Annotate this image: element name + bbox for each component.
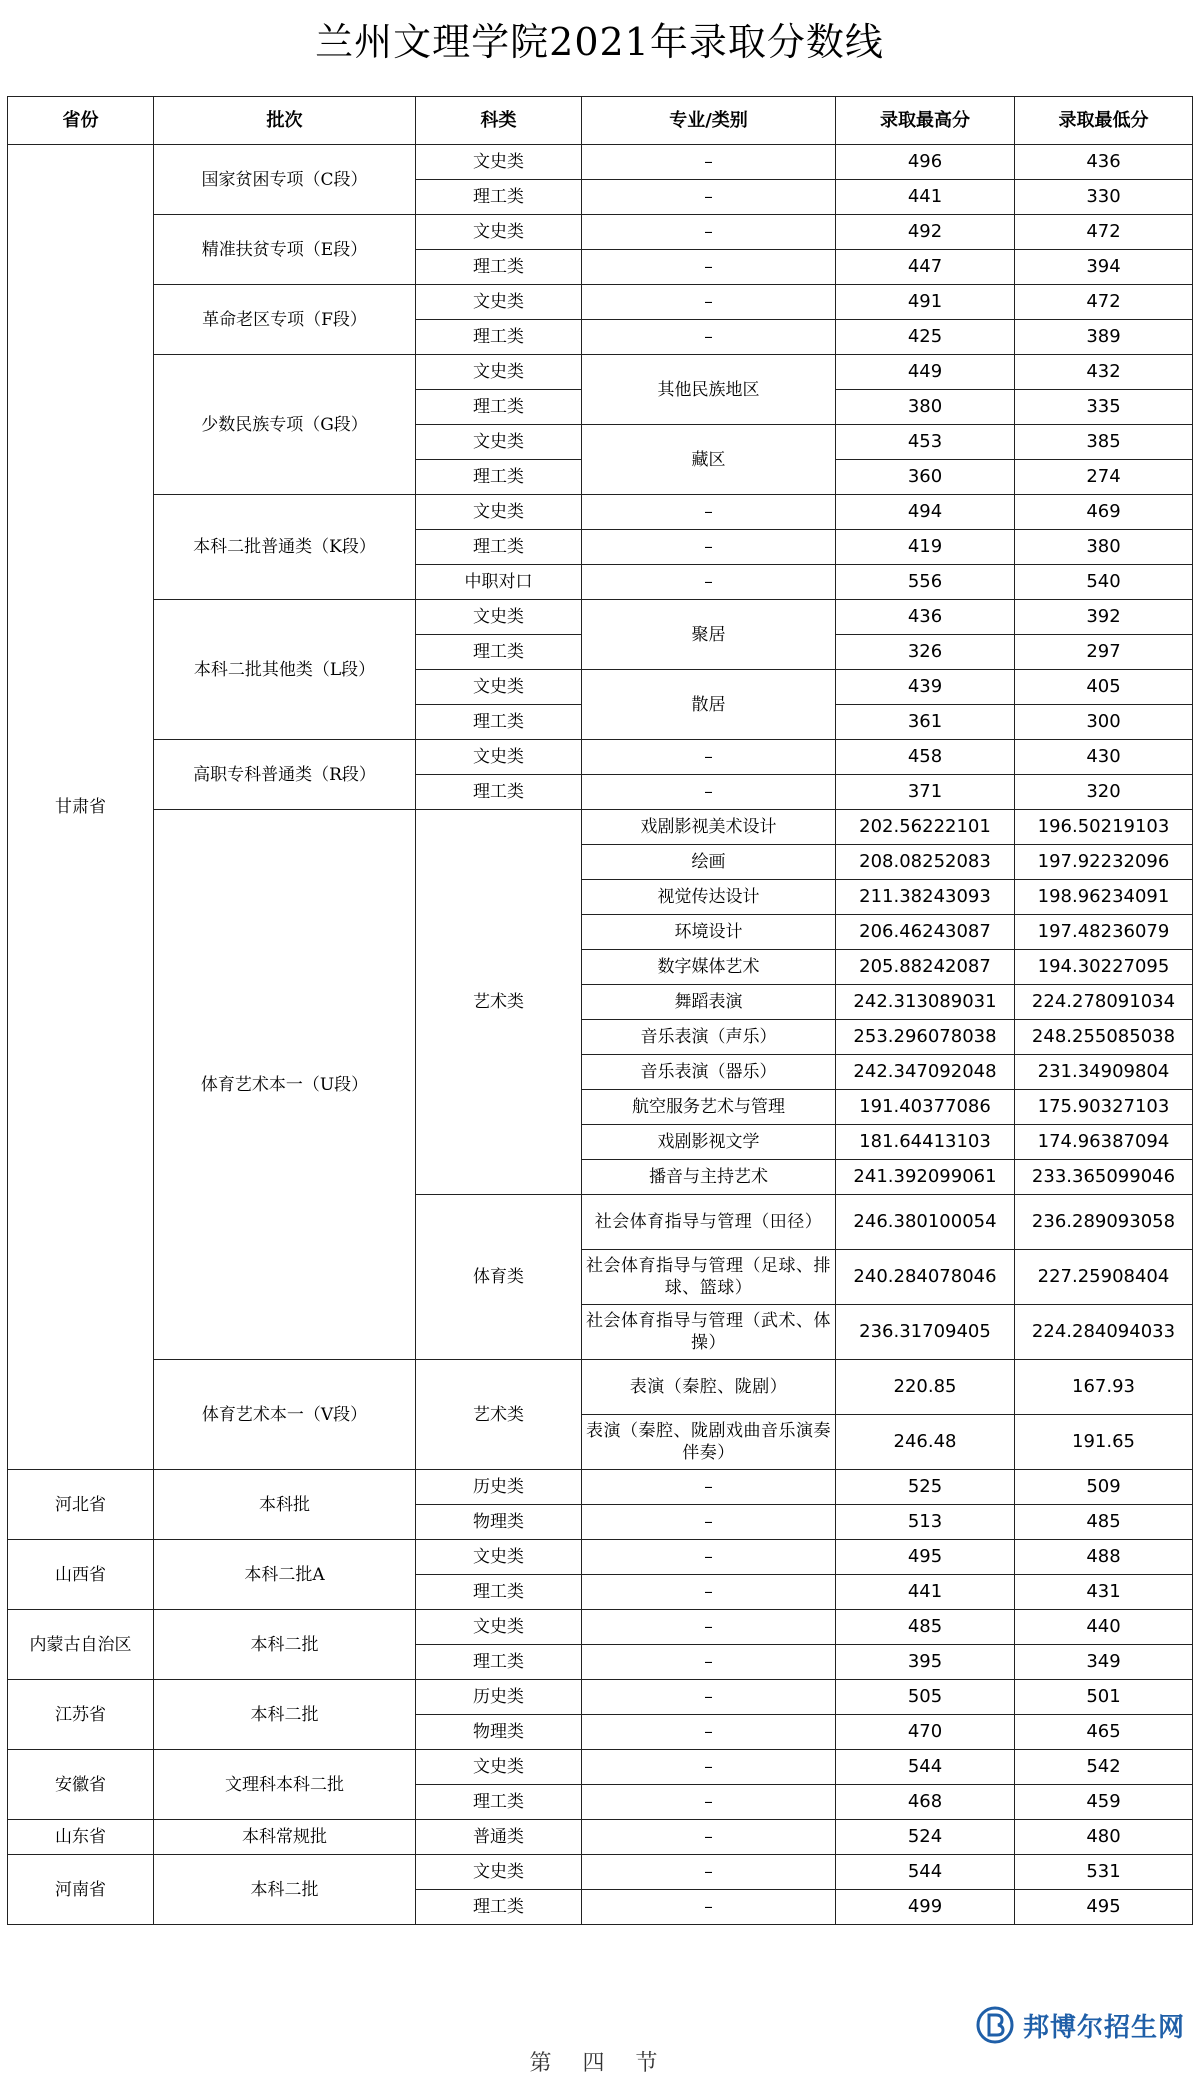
header-max-score: 录取最高分	[836, 97, 1015, 145]
min-score-cell: 531	[1015, 1855, 1193, 1890]
major-cell: –	[582, 320, 836, 355]
table-row	[8, 145, 1193, 180]
page-footer: 第 四 节	[529, 2051, 670, 2076]
page-title: 兰州文理学院2021年录取分数线	[315, 20, 884, 64]
min-score-cell: 509	[1015, 1470, 1193, 1505]
min-score-cell: 501	[1015, 1680, 1193, 1715]
max-score-cell: 544	[836, 1855, 1015, 1890]
max-score-cell: 439	[836, 670, 1015, 705]
major-cell: 环境设计	[582, 915, 836, 950]
major-cell: –	[582, 1890, 836, 1925]
batch-cell: 少数民族专项（G段）	[154, 355, 416, 495]
major-cell: 表演（秦腔、陇剧）	[582, 1360, 836, 1415]
min-score-cell: 335	[1015, 390, 1193, 425]
major-cell: 音乐表演（器乐）	[582, 1055, 836, 1090]
min-score-cell: 236.289093058	[1015, 1195, 1193, 1250]
province-cell: 山西省	[8, 1540, 154, 1610]
type-cell: 文史类	[416, 740, 582, 775]
min-score-cell: 472	[1015, 215, 1193, 250]
type-cell: 理工类	[416, 635, 582, 670]
header-type: 科类	[416, 97, 582, 145]
type-cell: 文史类	[416, 355, 582, 390]
min-score-cell: 385	[1015, 425, 1193, 460]
max-score-cell: 246.48	[836, 1415, 1015, 1470]
max-score-cell: 468	[836, 1785, 1015, 1820]
min-score-cell: 197.92232096	[1015, 845, 1193, 880]
header-min-score: 录取最低分	[1015, 97, 1193, 145]
max-score-cell: 513	[836, 1505, 1015, 1540]
table-header-row	[8, 97, 1193, 145]
max-score-cell: 246.380100054	[836, 1195, 1015, 1250]
max-score-cell: 495	[836, 1540, 1015, 1575]
major-cell: –	[582, 1715, 836, 1750]
type-cell: 普通类	[416, 1820, 582, 1855]
min-score-cell: 224.278091034	[1015, 985, 1193, 1020]
min-score-cell: 233.365099046	[1015, 1160, 1193, 1195]
major-cell: –	[582, 775, 836, 810]
major-cell: 其他民族地区	[582, 355, 836, 425]
batch-cell: 精准扶贫专项（E段）	[154, 215, 416, 285]
major-cell: –	[582, 495, 836, 530]
table-row	[8, 285, 1193, 320]
max-score-cell: 505	[836, 1680, 1015, 1715]
min-score-cell: 349	[1015, 1645, 1193, 1680]
type-cell: 中职对口	[416, 565, 582, 600]
max-score-cell: 242.347092048	[836, 1055, 1015, 1090]
max-score-cell: 470	[836, 1715, 1015, 1750]
major-cell: –	[582, 1575, 836, 1610]
table-row	[8, 1540, 1193, 1575]
major-cell: 视觉传达设计	[582, 880, 836, 915]
max-score-cell: 236.31709405	[836, 1305, 1015, 1360]
admission-score-table	[7, 96, 1193, 1925]
table-row	[8, 215, 1193, 250]
major-cell: 戏剧影视文学	[582, 1125, 836, 1160]
type-cell: 文史类	[416, 425, 582, 460]
type-cell: 文史类	[416, 495, 582, 530]
type-cell: 理工类	[416, 705, 582, 740]
table-row	[8, 1820, 1193, 1855]
type-cell: 文史类	[416, 1855, 582, 1890]
max-score-cell: 181.64413103	[836, 1125, 1015, 1160]
max-score-cell: 242.313089031	[836, 985, 1015, 1020]
type-cell: 艺术类	[416, 1360, 582, 1470]
max-score-cell: 240.284078046	[836, 1250, 1015, 1305]
batch-cell: 革命老区专项（F段）	[154, 285, 416, 355]
major-cell: –	[582, 1855, 836, 1890]
major-cell: –	[582, 565, 836, 600]
major-cell: –	[582, 1470, 836, 1505]
max-score-cell: 494	[836, 495, 1015, 530]
header-major: 专业/类别	[582, 97, 836, 145]
min-score-cell: 469	[1015, 495, 1193, 530]
major-cell: –	[582, 215, 836, 250]
watermark-text: 邦博尔招生网	[1022, 2012, 1185, 2043]
max-score-cell: 326	[836, 635, 1015, 670]
type-cell: 文史类	[416, 145, 582, 180]
min-score-cell: 459	[1015, 1785, 1193, 1820]
type-cell: 理工类	[416, 1575, 582, 1610]
type-cell: 理工类	[416, 1645, 582, 1680]
type-cell: 文史类	[416, 1610, 582, 1645]
max-score-cell: 202.56222101	[836, 810, 1015, 845]
min-score-cell: 480	[1015, 1820, 1193, 1855]
type-cell: 文史类	[416, 1540, 582, 1575]
max-score-cell: 419	[836, 530, 1015, 565]
max-score-cell: 220.85	[836, 1360, 1015, 1415]
province-cell: 江苏省	[8, 1680, 154, 1750]
site-watermark	[967, 1998, 1193, 2052]
max-score-cell: 491	[836, 285, 1015, 320]
batch-cell: 体育艺术本一（U段）	[154, 810, 416, 1360]
min-score-cell: 297	[1015, 635, 1193, 670]
min-score-cell: 392	[1015, 600, 1193, 635]
major-cell: 社会体育指导与管理（武术、体操）	[582, 1305, 836, 1360]
min-score-cell: 540	[1015, 565, 1193, 600]
batch-cell: 本科二批A	[154, 1540, 416, 1610]
min-score-cell: 197.48236079	[1015, 915, 1193, 950]
province-cell: 山东省	[8, 1820, 154, 1855]
province-cell: 内蒙古自治区	[8, 1610, 154, 1680]
type-cell: 理工类	[416, 460, 582, 495]
table-row	[8, 1470, 1193, 1505]
max-score-cell: 499	[836, 1890, 1015, 1925]
max-score-cell: 496	[836, 145, 1015, 180]
batch-cell: 本科批	[154, 1470, 416, 1540]
type-cell: 理工类	[416, 320, 582, 355]
max-score-cell: 556	[836, 565, 1015, 600]
major-cell: 聚居	[582, 600, 836, 670]
type-cell: 体育类	[416, 1195, 582, 1360]
major-cell: –	[582, 1680, 836, 1715]
max-score-cell: 425	[836, 320, 1015, 355]
min-score-cell: 174.96387094	[1015, 1125, 1193, 1160]
min-score-cell: 320	[1015, 775, 1193, 810]
min-score-cell: 380	[1015, 530, 1193, 565]
type-cell: 文史类	[416, 600, 582, 635]
major-cell: –	[582, 1645, 836, 1680]
batch-cell: 本科二批普通类（K段）	[154, 495, 416, 600]
major-cell: –	[582, 250, 836, 285]
table-row	[8, 600, 1193, 635]
type-cell: 物理类	[416, 1715, 582, 1750]
major-cell: 社会体育指导与管理（足球、排球、篮球）	[582, 1250, 836, 1305]
max-score-cell: 492	[836, 215, 1015, 250]
min-score-cell: 432	[1015, 355, 1193, 390]
major-cell: –	[582, 1540, 836, 1575]
batch-cell: 本科二批	[154, 1680, 416, 1750]
type-cell: 理工类	[416, 1890, 582, 1925]
major-cell: –	[582, 740, 836, 775]
max-score-cell: 458	[836, 740, 1015, 775]
type-cell: 理工类	[416, 775, 582, 810]
major-cell: –	[582, 1750, 836, 1785]
table-row	[8, 1360, 1193, 1415]
max-score-cell: 253.296078038	[836, 1020, 1015, 1055]
min-score-cell: 431	[1015, 1575, 1193, 1610]
table-row	[8, 1855, 1193, 1890]
min-score-cell: 488	[1015, 1540, 1193, 1575]
table-row	[8, 1680, 1193, 1715]
max-score-cell: 208.08252083	[836, 845, 1015, 880]
max-score-cell: 360	[836, 460, 1015, 495]
min-score-cell: 495	[1015, 1890, 1193, 1925]
min-score-cell: 394	[1015, 250, 1193, 285]
major-cell: –	[582, 1610, 836, 1645]
min-score-cell: 274	[1015, 460, 1193, 495]
max-score-cell: 191.40377086	[836, 1090, 1015, 1125]
max-score-cell: 544	[836, 1750, 1015, 1785]
max-score-cell: 380	[836, 390, 1015, 425]
min-score-cell: 224.284094033	[1015, 1305, 1193, 1360]
header-batch: 批次	[154, 97, 416, 145]
batch-cell: 高职专科普通类（R段）	[154, 740, 416, 810]
major-cell: –	[582, 530, 836, 565]
min-score-cell: 542	[1015, 1750, 1193, 1785]
province-cell: 河南省	[8, 1855, 154, 1925]
table-row	[8, 810, 1193, 845]
min-score-cell: 300	[1015, 705, 1193, 740]
major-cell: 戏剧影视美术设计	[582, 810, 836, 845]
max-score-cell: 449	[836, 355, 1015, 390]
major-cell: 音乐表演（声乐）	[582, 1020, 836, 1055]
type-cell: 文史类	[416, 670, 582, 705]
min-score-cell: 436	[1015, 145, 1193, 180]
max-score-cell: 441	[836, 1575, 1015, 1610]
min-score-cell: 440	[1015, 1610, 1193, 1645]
table-row	[8, 355, 1193, 390]
type-cell: 历史类	[416, 1470, 582, 1505]
max-score-cell: 361	[836, 705, 1015, 740]
type-cell: 文史类	[416, 1750, 582, 1785]
min-score-cell: 248.255085038	[1015, 1020, 1193, 1055]
province-cell: 甘肃省	[8, 145, 154, 1470]
major-cell: 社会体育指导与管理（田径）	[582, 1195, 836, 1250]
major-cell: 散居	[582, 670, 836, 740]
major-cell: –	[582, 285, 836, 320]
min-score-cell: 472	[1015, 285, 1193, 320]
min-score-cell: 227.25908404	[1015, 1250, 1193, 1305]
type-cell: 物理类	[416, 1505, 582, 1540]
max-score-cell: 441	[836, 180, 1015, 215]
b-logo-icon	[975, 2005, 1015, 2045]
table-row	[8, 495, 1193, 530]
min-score-cell: 405	[1015, 670, 1193, 705]
max-score-cell: 395	[836, 1645, 1015, 1680]
major-cell: 航空服务艺术与管理	[582, 1090, 836, 1125]
batch-cell: 本科二批	[154, 1610, 416, 1680]
min-score-cell: 191.65	[1015, 1415, 1193, 1470]
max-score-cell: 485	[836, 1610, 1015, 1645]
table-row	[8, 740, 1193, 775]
min-score-cell: 196.50219103	[1015, 810, 1193, 845]
major-cell: 数字媒体艺术	[582, 950, 836, 985]
min-score-cell: 194.30227095	[1015, 950, 1193, 985]
major-cell: –	[582, 145, 836, 180]
header-province: 省份	[8, 97, 154, 145]
type-cell: 理工类	[416, 1785, 582, 1820]
major-cell: 舞蹈表演	[582, 985, 836, 1020]
type-cell: 理工类	[416, 180, 582, 215]
max-score-cell: 524	[836, 1820, 1015, 1855]
type-cell: 理工类	[416, 390, 582, 425]
major-cell: 藏区	[582, 425, 836, 495]
max-score-cell: 211.38243093	[836, 880, 1015, 915]
batch-cell: 本科常规批	[154, 1820, 416, 1855]
min-score-cell: 430	[1015, 740, 1193, 775]
major-cell: 播音与主持艺术	[582, 1160, 836, 1195]
major-cell: –	[582, 1820, 836, 1855]
max-score-cell: 206.46243087	[836, 915, 1015, 950]
major-cell: –	[582, 1505, 836, 1540]
max-score-cell: 436	[836, 600, 1015, 635]
major-cell: 表演（秦腔、陇剧戏曲音乐演奏伴奏）	[582, 1415, 836, 1470]
max-score-cell: 525	[836, 1470, 1015, 1505]
min-score-cell: 330	[1015, 180, 1193, 215]
min-score-cell: 167.93	[1015, 1360, 1193, 1415]
province-cell: 安徽省	[8, 1750, 154, 1820]
max-score-cell: 453	[836, 425, 1015, 460]
major-cell: –	[582, 1785, 836, 1820]
table-row	[8, 1750, 1193, 1785]
max-score-cell: 371	[836, 775, 1015, 810]
batch-cell: 本科二批其他类（L段）	[154, 600, 416, 740]
max-score-cell: 205.88242087	[836, 950, 1015, 985]
batch-cell: 文理科本科二批	[154, 1750, 416, 1820]
min-score-cell: 231.34909804	[1015, 1055, 1193, 1090]
type-cell: 文史类	[416, 215, 582, 250]
type-cell: 理工类	[416, 250, 582, 285]
type-cell: 艺术类	[416, 810, 582, 1195]
max-score-cell: 447	[836, 250, 1015, 285]
major-cell: –	[582, 180, 836, 215]
min-score-cell: 389	[1015, 320, 1193, 355]
batch-cell: 本科二批	[154, 1855, 416, 1925]
province-cell: 河北省	[8, 1470, 154, 1540]
min-score-cell: 485	[1015, 1505, 1193, 1540]
table-row	[8, 1610, 1193, 1645]
batch-cell: 国家贫困专项（C段）	[154, 145, 416, 215]
type-cell: 历史类	[416, 1680, 582, 1715]
batch-cell: 体育艺术本一（V段）	[154, 1360, 416, 1470]
min-score-cell: 198.96234091	[1015, 880, 1193, 915]
major-cell: 绘画	[582, 845, 836, 880]
type-cell: 文史类	[416, 285, 582, 320]
type-cell: 理工类	[416, 530, 582, 565]
min-score-cell: 465	[1015, 1715, 1193, 1750]
min-score-cell: 175.90327103	[1015, 1090, 1193, 1125]
max-score-cell: 241.392099061	[836, 1160, 1015, 1195]
